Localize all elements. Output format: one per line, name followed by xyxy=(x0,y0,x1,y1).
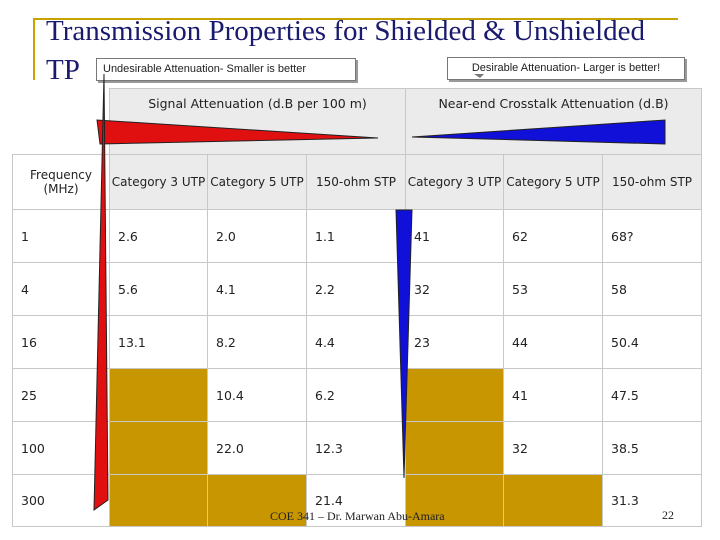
table-cell: 300 xyxy=(13,475,110,527)
red-wedge-horizontal xyxy=(97,120,378,144)
slide-title: Transmission Properties for Shielded & Unshielded xyxy=(46,15,646,47)
table-cell: 16 xyxy=(13,316,110,369)
table-cell: 2.0 xyxy=(208,210,307,263)
table-cell: 32 xyxy=(406,263,504,316)
table-cell: 68? xyxy=(603,210,702,263)
callout-desirable-attenuation: Desirable Attenuation- Larger is better! xyxy=(447,57,685,80)
table-cell: 13.1 xyxy=(110,316,208,369)
table-cell: 50.4 xyxy=(603,316,702,369)
table-cell: 12.3 xyxy=(307,422,406,475)
table-cell: 10.4 xyxy=(208,369,307,422)
blue-wedge-vertical xyxy=(396,210,412,478)
table-cell: 38.5 xyxy=(603,422,702,475)
table-cell: 4.4 xyxy=(307,316,406,369)
group-header-signal-attenuation: Signal Attenuation (d.B per 100 m) xyxy=(110,89,406,155)
callout-undesirable-attenuation: Undesirable Attenuation- Smaller is better xyxy=(96,58,356,81)
table-cell: 2.6 xyxy=(110,210,208,263)
table-cell: 47.5 xyxy=(603,369,702,422)
column-header-next-cat5: Category 5 UTP xyxy=(504,155,603,210)
table-cell: 23 xyxy=(406,316,504,369)
table-cell: 44 xyxy=(504,316,603,369)
table-cell: 6.2 xyxy=(307,369,406,422)
slide-title-continued: TP xyxy=(46,54,80,86)
blue-wedge-horizontal xyxy=(412,120,665,144)
table-cell: 25 xyxy=(13,369,110,422)
column-header-next-cat3: Category 3 UTP xyxy=(406,155,504,210)
table-cell: 1 xyxy=(13,210,110,263)
column-header-frequency: Frequency (MHz) xyxy=(13,155,110,210)
column-header-next-stp: 150-ohm STP xyxy=(603,155,702,210)
table-cell: 1.1 xyxy=(307,210,406,263)
table-cell: 100 xyxy=(13,422,110,475)
table-cell: 32 xyxy=(504,422,603,475)
table-cell: 58 xyxy=(603,263,702,316)
column-header-sa-cat5: Category 5 UTP xyxy=(208,155,307,210)
table-cell: 21.4 xyxy=(307,475,406,527)
table-cell: 53 xyxy=(504,263,603,316)
table-cell: 22.0 xyxy=(208,422,307,475)
group-header-crosstalk-attenuation: Near-end Crosstalk Attenuation (d.B) xyxy=(406,89,702,155)
slide-footer: COE 341 – Dr. Marwan Abu-Amara xyxy=(270,509,445,523)
table-cell: 8.2 xyxy=(208,316,307,369)
column-header-sa-cat3: Category 3 UTP xyxy=(110,155,208,210)
callout-leader xyxy=(474,74,484,78)
table-cell: 62 xyxy=(504,210,603,263)
table-cell: 2.2 xyxy=(307,263,406,316)
table-cell: 41 xyxy=(406,210,504,263)
page-number: 22 xyxy=(662,508,674,522)
table-cell: 4 xyxy=(13,263,110,316)
table-cell: 4.1 xyxy=(208,263,307,316)
table-cell: 31.3 xyxy=(603,475,702,527)
table-cell: 41 xyxy=(504,369,603,422)
table-cell: 5.6 xyxy=(110,263,208,316)
column-header-sa-stp: 150-ohm STP xyxy=(307,155,406,210)
